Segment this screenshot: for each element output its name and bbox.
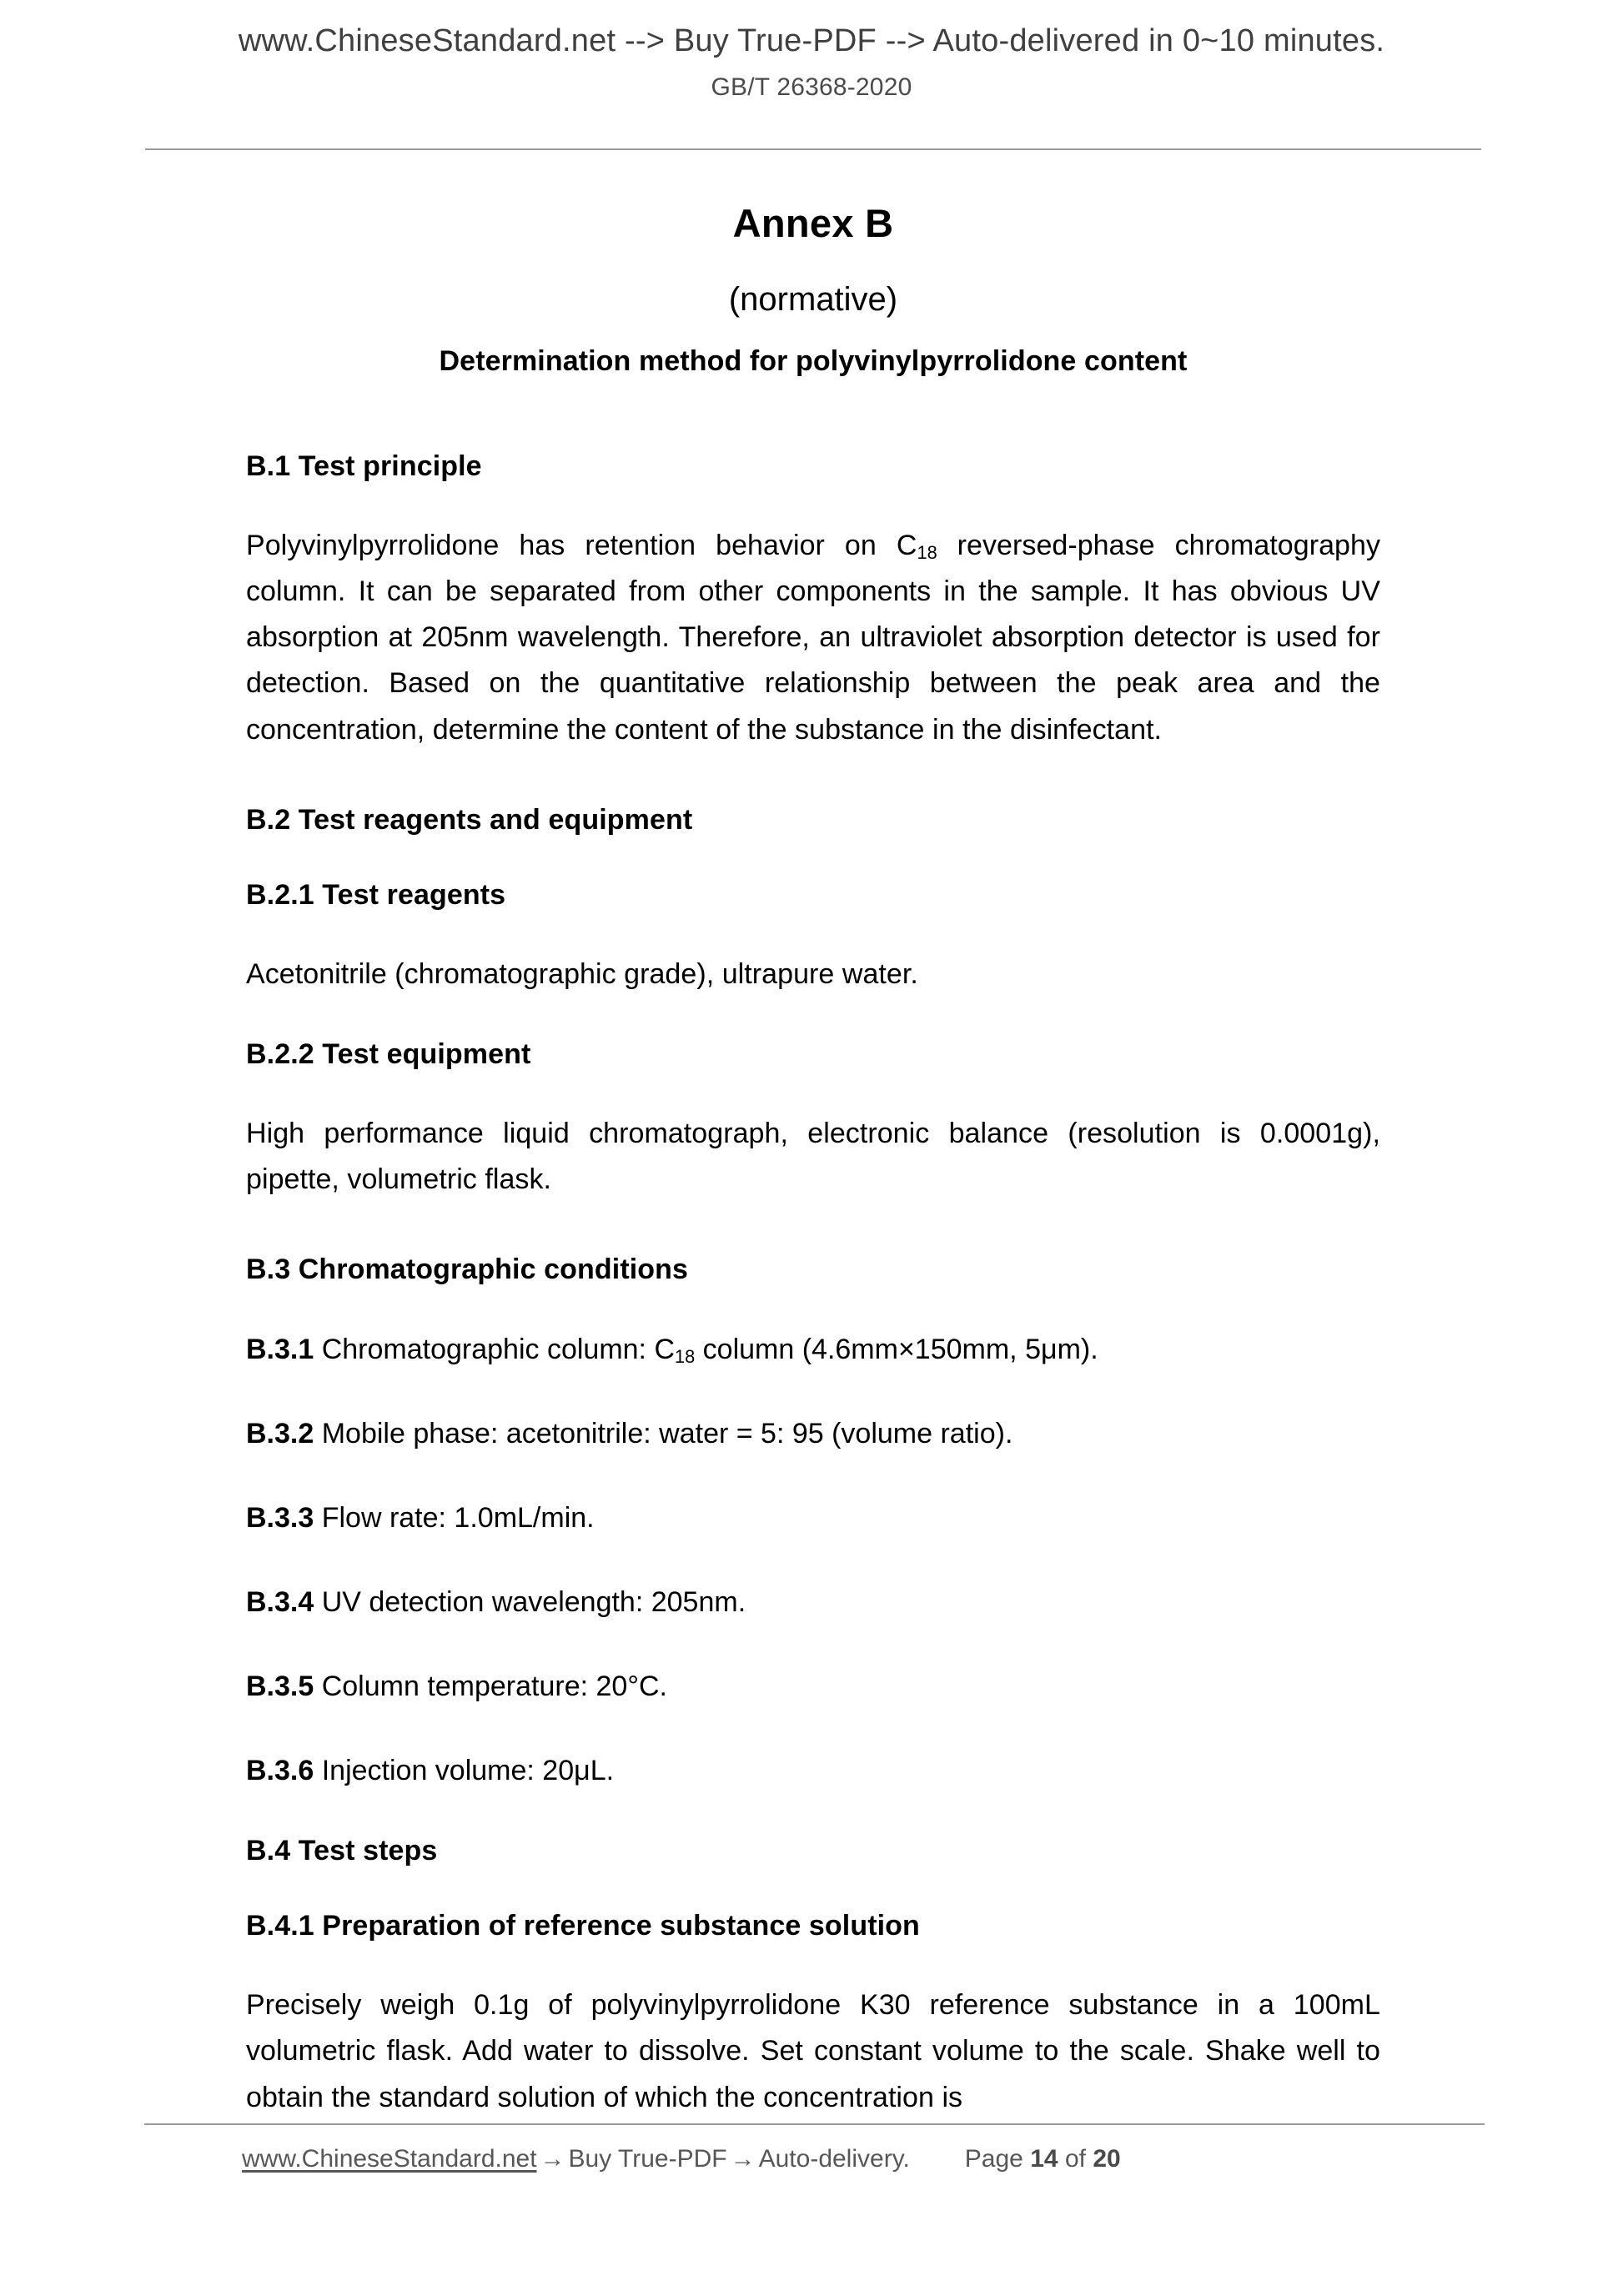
item-b3-2-text: Mobile phase: acetonitrile: water = 5: 95 (volume ratio). — [314, 1417, 1013, 1449]
item-b3-1 — [246, 1327, 1380, 1373]
item-b3-5-text: Column temperature: 20°C. — [314, 1670, 667, 1702]
paragraph-b4-1: Precisely weigh 0.1g of polyvinylpyrrolidone K30 reference substance in a 100mL volumetric flask. Add water to dissolve. Set constant volume to the scale. Shake well to obtain the standard solution of which the concentration is — [246, 1989, 1380, 2113]
spacer — [246, 1289, 1380, 1327]
item-b3-6-number: B.3.6 — [246, 1754, 314, 1786]
item-b3-4-number: B.3.4 — [246, 1585, 314, 1618]
paragraph-b1-part-a: Polyvinylpyrrolidone has retention behavior on C — [246, 530, 917, 562]
item-b3-4-text: UV detection wavelength: 205nm. — [314, 1585, 746, 1618]
item-b3-1-text-a: Chromatographic column: C — [314, 1333, 676, 1365]
page-header — [0, 22, 1623, 103]
item-b3-1-number: B.3.1 — [246, 1333, 314, 1365]
heading-b3: B.3 Chromatographic conditions — [246, 1254, 689, 1286]
heading-b4-1: B.4.1 Preparation of reference substance solution — [246, 1910, 920, 1942]
page-footer — [242, 2145, 1409, 2173]
spacer — [246, 913, 1380, 952]
spacer — [246, 1944, 1380, 1982]
heading-b2-2: B.2.2 Test equipment — [246, 1038, 531, 1071]
header-promo-text: www.ChineseStandard.net --> Buy True-PDF --> Auto-delivered in 0~10 minutes. — [238, 23, 1385, 58]
page-number: 14 — [1030, 2145, 1058, 2173]
arrow-right-icon: → — [730, 2145, 756, 2173]
spacer — [246, 753, 1380, 801]
header-divider — [145, 148, 1481, 150]
footer-promo — [242, 2145, 910, 2173]
spacer — [246, 1373, 1380, 1411]
subscript-18: 18 — [675, 1345, 696, 1367]
item-b3-5-number: B.3.5 — [246, 1670, 314, 1702]
item-b3-3 — [246, 1495, 1380, 1541]
spacer — [246, 1457, 1380, 1495]
spacer — [246, 1203, 1380, 1251]
annex-title: Annex B — [732, 201, 894, 245]
header-standard-number: GB/T 26368-2020 — [711, 73, 912, 101]
footer-site-link[interactable]: www.ChineseStandard.net — [242, 2145, 537, 2173]
heading-b2-1: B.2.1 Test reagents — [246, 878, 506, 911]
spacer — [246, 1710, 1380, 1748]
paragraph-b1 — [246, 523, 1380, 752]
heading-b1: B.1 Test principle — [246, 450, 482, 482]
spacer — [246, 1073, 1380, 1111]
item-b3-3-text: Flow rate: 1.0mL/min. — [314, 1501, 595, 1534]
paragraph-b2-2: High performance liquid chromatograph, electronic balance (resolution is 0.0001g), pipette, volumetric flask. — [246, 1118, 1380, 1196]
page-total: 20 — [1093, 2145, 1121, 2173]
spacer — [246, 485, 1380, 523]
footer-tail-text: Auto-delivery. — [758, 2145, 910, 2173]
arrow-right-icon: → — [540, 2145, 565, 2173]
item-b3-6 — [246, 1748, 1380, 1794]
heading-b4: B.4 Test steps — [246, 1835, 438, 1867]
item-b3-2-number: B.3.2 — [246, 1417, 314, 1449]
of-word: of — [1064, 2145, 1086, 2173]
item-b3-2 — [246, 1411, 1380, 1457]
page-word: Page — [964, 2145, 1023, 2173]
page-indicator — [965, 2145, 1121, 2173]
annex-kind: (normative) — [728, 281, 898, 318]
heading-b2: B.2 Test reagents and equipment — [246, 803, 693, 836]
spacer — [246, 997, 1380, 1036]
footer-divider — [144, 2123, 1485, 2125]
footer-mid-text: Buy True-PDF — [568, 2145, 727, 2173]
item-b3-4 — [246, 1580, 1380, 1625]
annex-subtitle: Determination method for polyvinylpyrrolidone content — [439, 345, 1188, 377]
item-b3-5 — [246, 1664, 1380, 1710]
spacer — [246, 1625, 1380, 1664]
item-b3-1-text-b: column (4.6mm×150mm, 5μm). — [695, 1333, 1098, 1365]
paragraph-b1-part-b: reversed-phase chromatography column. It can be separated from other components in the sample. It has obvious UV absorption at 205nm wavelength. Therefore, an ultraviolet absorption detector is used for detection. Based on the quantitative relationship between the peak area and the concentration, determine the content of the substance in the disinfectant. — [246, 530, 1381, 746]
spacer — [246, 838, 1380, 877]
spacer — [246, 1541, 1380, 1580]
spacer — [246, 1869, 1380, 1907]
spacer — [246, 378, 1380, 448]
spacer — [246, 1794, 1380, 1832]
subscript-18: 18 — [917, 541, 937, 563]
item-b3-3-number: B.3.3 — [246, 1501, 314, 1534]
paragraph-b2-1: Acetonitrile (chromatographic grade), ultrapure water. — [246, 957, 918, 990]
document-content — [246, 193, 1380, 2121]
item-b3-6-text: Injection volume: 20μL. — [314, 1754, 615, 1786]
